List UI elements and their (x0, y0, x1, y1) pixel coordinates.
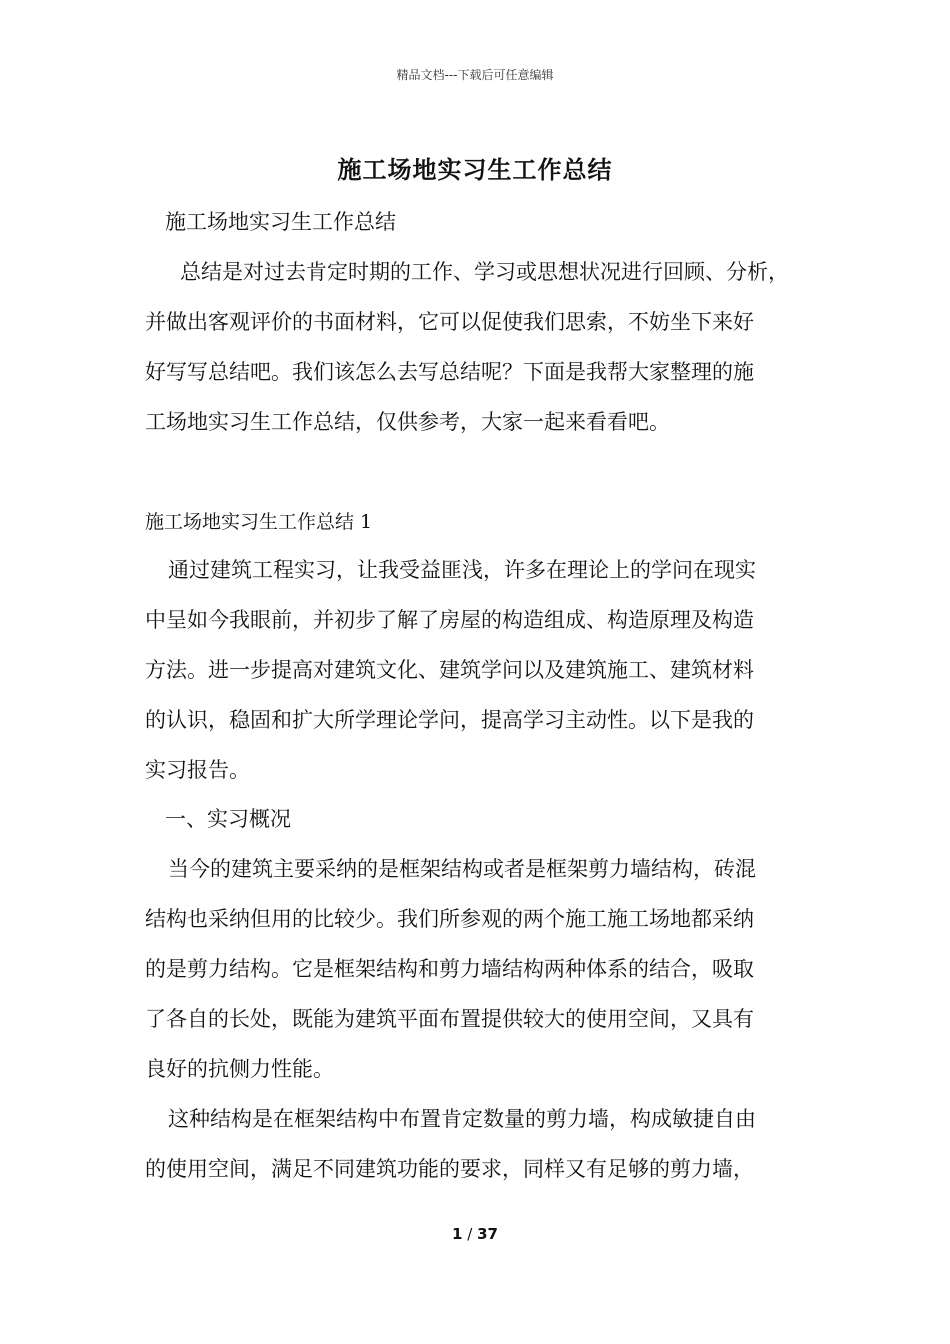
current-page: 1 (452, 1225, 463, 1243)
page-separator: / (462, 1225, 478, 1243)
paragraph-line: 好写写总结吧。我们该怎么去写总结呢？下面是我帮大家整理的施 (145, 360, 754, 384)
total-pages: 37 (477, 1225, 498, 1243)
paragraph-line: 并做出客观评价的书面材料，它可以促使我们思索，不妨坐下来好 (145, 310, 754, 334)
section-heading: 施工场地实习生工作总结 1 (145, 511, 373, 533)
paragraph-line: 方法。进一步提高对建筑文化、建筑学问以及建筑施工、建筑材料 (145, 658, 754, 682)
paragraph-line: 良好的抗侧力性能。 (145, 1057, 334, 1081)
paragraph-line: 的是剪力结构。它是框架结构和剪力墙结构两种体系的结合，吸取 (145, 957, 754, 981)
paragraph-line: 的认识，稳固和扩大所学理论学问，提高学习主动性。以下是我的 (145, 708, 754, 732)
paragraph-line: 工场地实习生工作总结，仅供参考，大家一起来看看吧。 (145, 410, 670, 434)
paragraph-line: 实习报告。 (145, 758, 250, 782)
subheading: 一、实习概况 (165, 807, 291, 831)
page-number (0, 1225, 950, 1243)
paragraph-line: 结构也采纳但用的比较少。我们所参观的两个施工施工场地都采纳 (145, 907, 754, 931)
paragraph-line: 通过建筑工程实习，让我受益匪浅，许多在理论上的学问在现实 (168, 558, 756, 582)
page-header: 精品文档---下载后可任意编辑 (396, 68, 554, 82)
paragraph-line: 中呈如今我眼前，并初步了解了房屋的构造组成、构造原理及构造 (145, 608, 754, 632)
paragraph-line: 当今的建筑主要采纳的是框架结构或者是框架剪力墙结构，砖混 (168, 857, 756, 881)
paragraph-line: 这种结构是在框架结构中布置肯定数量的剪力墙，构成敏捷自由 (168, 1107, 756, 1131)
document-title: 施工场地实习生工作总结 (337, 155, 613, 184)
paragraph-line: 了各自的长处，既能为建筑平面布置提供较大的使用空间，又具有 (145, 1007, 754, 1031)
subtitle: 施工场地实习生工作总结 (165, 210, 396, 234)
paragraph-line: 总结是对过去肯定时期的工作、学习或思想状况进行回顾、分析， (180, 260, 789, 284)
paragraph-line: 的使用空间，满足不同建筑功能的要求，同样又有足够的剪力墙， (145, 1157, 754, 1181)
